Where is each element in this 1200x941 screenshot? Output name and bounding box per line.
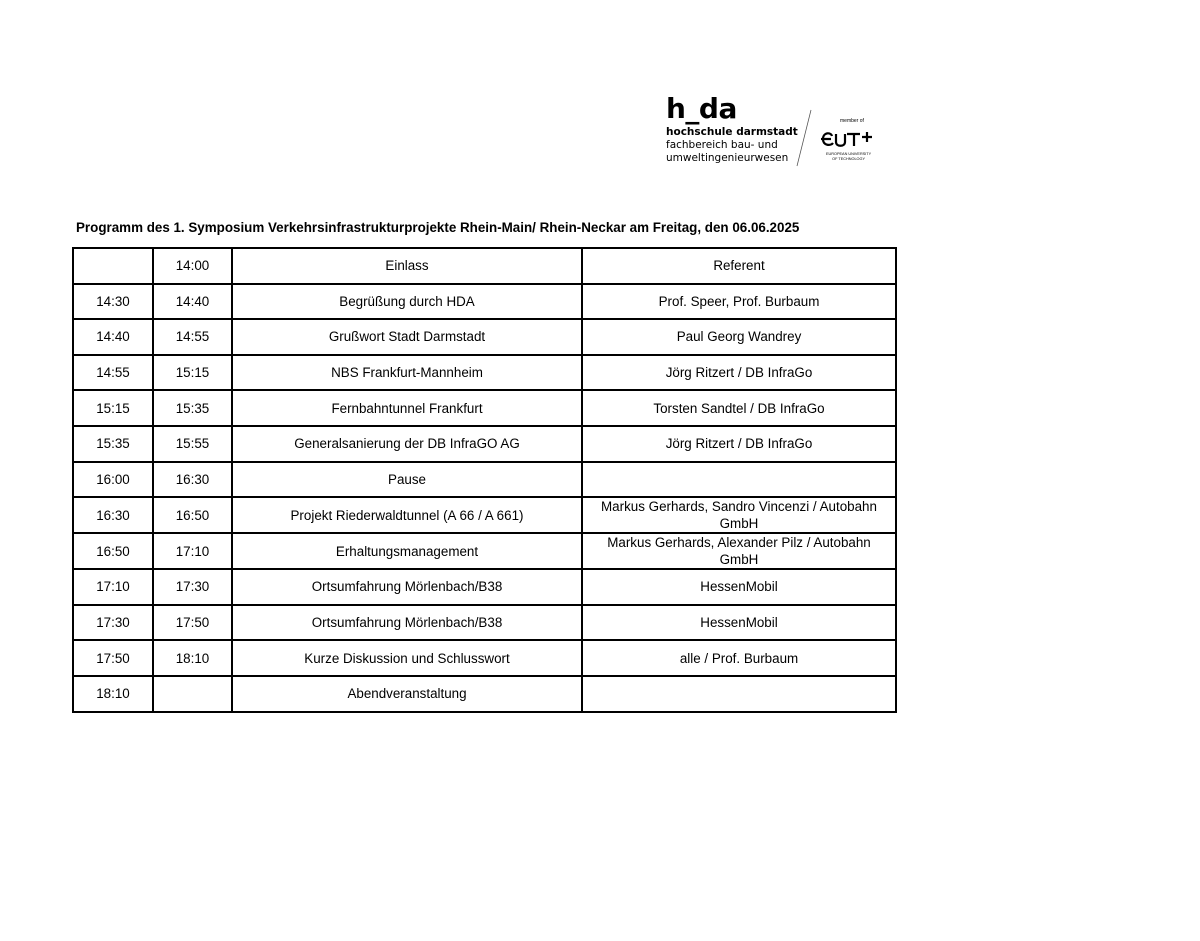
speaker-cell: Paul Georg Wandrey <box>582 319 896 355</box>
agenda-item-cell: Ortsumfahrung Mörlenbach/B38 <box>232 569 582 605</box>
schedule-row <box>73 497 896 533</box>
end-time-cell: 17:50 <box>153 605 232 641</box>
end-time-cell: 18:10 <box>153 640 232 676</box>
schedule-row <box>73 640 896 676</box>
agenda-item-cell: Einlass <box>232 248 582 284</box>
agenda-item-cell: Abendveranstaltung <box>232 676 582 712</box>
header-logo <box>666 94 896 174</box>
end-time-cell: 15:15 <box>153 355 232 391</box>
agenda-item-cell: Ortsumfahrung Mörlenbach/B38 <box>232 605 582 641</box>
agenda-item-cell: NBS Frankfurt-Mannheim <box>232 355 582 391</box>
speaker-cell: HessenMobil <box>582 569 896 605</box>
eut-logo-text <box>826 152 871 162</box>
end-time-cell: 16:30 <box>153 462 232 498</box>
agenda-item-cell: Generalsanierung der DB InfraGO AG <box>232 426 582 462</box>
start-time-cell: 14:55 <box>73 355 153 391</box>
speaker-cell <box>582 462 896 498</box>
schedule-row <box>73 248 896 284</box>
end-time-cell: 16:50 <box>153 497 232 533</box>
hda-logo-line-1: hochschule darmstadt <box>666 126 798 138</box>
speaker-cell: HessenMobil <box>582 605 896 641</box>
agenda-item-cell: Fernbahntunnel Frankfurt <box>232 390 582 426</box>
schedule-row <box>73 569 896 605</box>
speaker-cell: Markus Gerhards, Sandro Vincenzi / Autobahn GmbH <box>582 497 896 533</box>
hda-logo-mark: h_da <box>666 92 737 125</box>
start-time-cell: 16:50 <box>73 533 153 569</box>
schedule-body <box>73 248 896 712</box>
start-time-cell: 17:10 <box>73 569 153 605</box>
schedule-row <box>73 284 896 320</box>
speaker-cell: alle / Prof. Burbaum <box>582 640 896 676</box>
logo-divider <box>794 108 814 168</box>
end-time-cell: 15:35 <box>153 390 232 426</box>
schedule-row <box>73 390 896 426</box>
hda-logo-line-3: umweltingenieurwesen <box>666 152 789 164</box>
start-time-cell: 15:35 <box>73 426 153 462</box>
schedule-row <box>73 319 896 355</box>
start-time-cell: 18:10 <box>73 676 153 712</box>
start-time-cell: 15:15 <box>73 390 153 426</box>
start-time-cell: 14:30 <box>73 284 153 320</box>
speaker-cell <box>582 676 896 712</box>
end-time-cell: 17:30 <box>153 569 232 605</box>
eut-logo-line-2: OF TECHNOLOGY <box>832 157 865 161</box>
agenda-item-cell: Kurze Diskussion und Schlusswort <box>232 640 582 676</box>
agenda-item-cell: Begrüßung durch HDA <box>232 284 582 320</box>
end-time-cell <box>153 676 232 712</box>
eut-member-caption: member of <box>840 118 864 124</box>
schedule-table <box>72 247 897 713</box>
start-time-cell <box>73 248 153 284</box>
start-time-cell: 16:00 <box>73 462 153 498</box>
speaker-cell: Markus Gerhards, Alexander Pilz / Autobahn GmbH <box>582 533 896 569</box>
eut-logo <box>818 118 888 163</box>
end-time-cell: 14:40 <box>153 284 232 320</box>
schedule-row <box>73 462 896 498</box>
schedule-row <box>73 533 896 569</box>
agenda-item-cell: Pause <box>232 462 582 498</box>
speaker-cell: Referent <box>582 248 896 284</box>
eut-logo-icon <box>818 124 884 152</box>
program-title: Programm des 1. Symposium Verkehrsinfrastrukturprojekte Rhein-Main/ Rhein-Neckar am Freitag, den 06.06.2025 <box>76 220 800 235</box>
schedule-row <box>73 676 896 712</box>
speaker-cell: Torsten Sandtel / DB InfraGo <box>582 390 896 426</box>
schedule-row <box>73 355 896 391</box>
schedule-row <box>73 605 896 641</box>
end-time-cell: 14:55 <box>153 319 232 355</box>
start-time-cell: 17:30 <box>73 605 153 641</box>
hda-logo-line-2: fachbereich bau- und <box>666 139 778 151</box>
agenda-item-cell: Grußwort Stadt Darmstadt <box>232 319 582 355</box>
agenda-item-cell: Projekt Riederwaldtunnel (A 66 / A 661) <box>232 497 582 533</box>
schedule-row <box>73 426 896 462</box>
eut-logo-line-1: EUROPEAN UNIVERSITY <box>826 152 872 156</box>
start-time-cell: 16:30 <box>73 497 153 533</box>
speaker-cell: Prof. Speer, Prof. Burbaum <box>582 284 896 320</box>
agenda-item-cell: Erhaltungsmanagement <box>232 533 582 569</box>
speaker-cell: Jörg Ritzert / DB InfraGo <box>582 355 896 391</box>
end-time-cell: 14:00 <box>153 248 232 284</box>
speaker-cell: Jörg Ritzert / DB InfraGo <box>582 426 896 462</box>
end-time-cell: 17:10 <box>153 533 232 569</box>
end-time-cell: 15:55 <box>153 426 232 462</box>
hda-logo-text <box>666 126 798 165</box>
start-time-cell: 17:50 <box>73 640 153 676</box>
start-time-cell: 14:40 <box>73 319 153 355</box>
